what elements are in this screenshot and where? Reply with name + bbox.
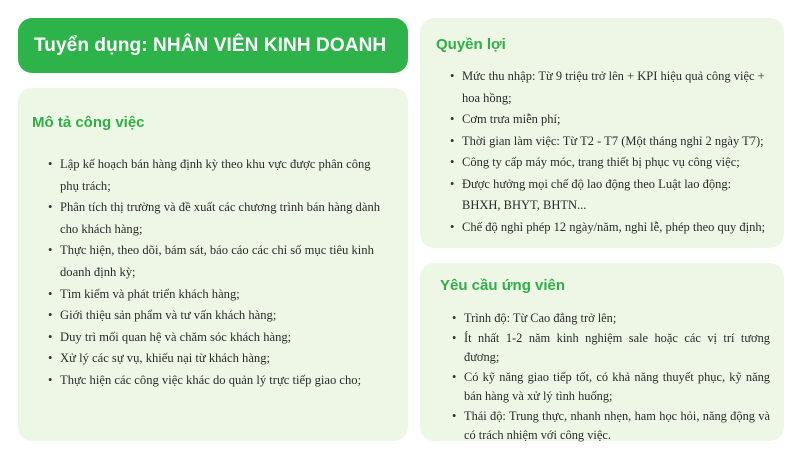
job-description-card: [18, 88, 408, 441]
list-item: • Được hưởng mọi chế độ lao động theo Luật lao động: BHXH, BHYT, BHTN...: [450, 174, 770, 217]
list-item: • Mức thu nhập: Từ 9 triệu trở lên + KPI hiệu quả công việc + hoa hồng;: [450, 66, 770, 109]
title-banner: [18, 18, 408, 73]
requirements-heading: Yêu cầu ứng viên: [440, 277, 566, 294]
job-description-heading: Mô tả công việc: [32, 114, 145, 131]
list-item: • Phân tích thị trường và đề xuất các chương trình bán hàng dành cho khách hàng;: [48, 197, 386, 240]
list-item: • Cơm trưa miễn phí;: [450, 109, 770, 131]
list-item: • Công ty cấp máy móc, trang thiết bị phục vụ công việc;: [450, 152, 770, 174]
page-title: Tuyển dụng: NHÂN VIÊN KINH DOANH: [34, 34, 387, 56]
benefits-list: [450, 66, 770, 238]
list-item: • Giới thiệu sản phẩm và tư vấn khách hàng;: [48, 305, 386, 327]
list-item: • Thực hiện, theo dõi, bám sát, báo cáo các chỉ số mục tiêu kinh doanh định kỳ;: [48, 240, 386, 283]
list-item: • Chế độ nghỉ phép 12 ngày/năm, nghỉ lễ, phép theo quy định;: [450, 217, 770, 239]
list-item: • Tìm kiếm và phát triển khách hàng;: [48, 284, 386, 306]
list-item: • Xử lý các sự vụ, khiếu nại từ khách hàng;: [48, 348, 386, 370]
list-item: • Thực hiện các công việc khác do quản lý trực tiếp giao cho;: [48, 370, 386, 392]
list-item: • Ít nhất 1-2 năm kinh nghiệm sale hoặc các vị trí tương đương;: [452, 329, 770, 368]
requirements-list: [452, 309, 770, 446]
benefits-card: [420, 18, 784, 248]
list-item: • Thời gian làm việc: Từ T2 - T7 (Một tháng nghỉ 2 ngày T7);: [450, 131, 770, 153]
list-item: • Lập kế hoạch bán hàng định kỳ theo khu vực được phân công phụ trách;: [48, 154, 386, 197]
job-description-list: [48, 154, 386, 392]
benefits-heading: Quyền lợi: [436, 36, 506, 53]
list-item: • Trình độ: Từ Cao đẳng trở lên;: [452, 309, 770, 329]
requirements-card: [420, 263, 784, 441]
list-item: • Duy trì mối quan hệ và chăm sóc khách hàng;: [48, 327, 386, 349]
list-item: • Có kỹ năng giao tiếp tốt, có khả năng thuyết phục, kỹ năng bán hàng và xử lý tình huống;: [452, 368, 770, 407]
list-item: • Thái độ: Trung thực, nhanh nhẹn, ham học hỏi, năng động và có trách nhiệm với công việc.: [452, 407, 770, 446]
